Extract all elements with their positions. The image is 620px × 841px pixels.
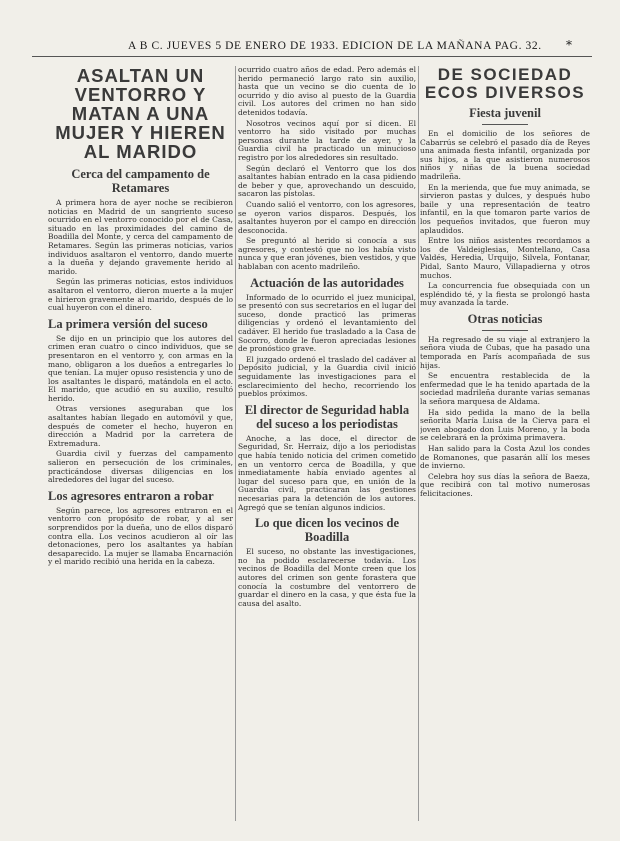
page-header-line: A B C. JUEVES 5 DE ENERO DE 1933. EDICION DE LA MAÑANA PAG. 32.	[128, 40, 542, 52]
article-paragraph: La concurrencia fue obsequiada con un espléndido té, y la fiesta se prolongó hasta muy avanzada la tarde.	[420, 281, 590, 308]
article-paragraph: En la merienda, que fue muy animada, se sirvieron pastas y dulces, y después hubo baile y una representación de teatro infantil, en la que tomaron parte varios de los pequeños invitados, que fueron muy aplaudidos.	[420, 182, 590, 235]
article-paragraph: Informado de lo ocurrido el juez municipal, se presentó con sus secretarios en el lugar del suceso, donde practicó las primeras diligencias y ordenó el levantamiento del cadáver. El herido fue trasladado a la Casa de Socorro, donde le fueron apreciadas lesiones de pronóstico grave.	[238, 292, 416, 354]
article-paragraph: Según parece, los agresores entraron en el ventorro con propósito de robar, y al ser sorprendidos por la dueña, uno de ellos disparó contra ella. Los vecinos acudieron al oír las detonaciones, pero los asaltantes ya habían desaparecido. La mujer se llamaba Encarnación y el marido recibió una herida en la cabeza.	[48, 505, 233, 567]
section-head-director-seguridad: El director de Seguridad habla del suceso a los periodistas	[244, 402, 410, 431]
article-paragraph: Se encuentra restablecida de la enfermedad que le ha tenido apartada de la sociedad madrileña durante varias semanas la señora marquesa de Aldama.	[420, 371, 590, 407]
article-paragraph: Guardia civil y fuerzas del campamento salieron en persecución de los criminales, practicándose diversas diligencias en los alrededores del lugar del suceso.	[48, 449, 233, 485]
column-2	[238, 66, 416, 827]
article-paragraph: Nosotros vecinos aquí por sí dicen. El ventorro ha sido visitado por muchas personas durante la tarde de ayer, y la Guardia civil ha practicado un minucioso registro por los alrededores sin resultado.	[238, 118, 416, 162]
article-paragraph: Cuando salió el ventorro, con los agresores, se oyeron varios disparos. Después, los asaltantes huyeron por el campo en dirección desconocida.	[238, 199, 416, 235]
main-headline: ASALTAN UN VENTORRO Y MATAN A UNA MUJER Y HIEREN AL MARIDO	[55, 66, 226, 162]
article-paragraph: Ha regresado de su viaje al extranjero la señora viuda de Cubas, que ha pasado una temporada en París acompañada de sus hijas.	[420, 334, 590, 370]
article-paragraph: A primera hora de ayer noche se recibieron noticias en Madrid de un sangriento suceso ocurrido en el ventorro conocido por el de Casa, situado en las proximidades del camino de Boadilla del Monte, y cerca del campamento de Retamares. Según las primeras noticias, varios individuos asaltaron el ventorro, dando muerte a la dueña y dejando gravemente herido al marido.	[48, 198, 233, 276]
section-head-autoridades: Actuación de las autoridades	[250, 275, 404, 290]
subhead-otras-noticias: Otras noticias	[467, 311, 543, 326]
article-paragraph: ocurrido cuatro años de edad. Pero además el herido permaneció largo rato sin auxilio, hasta que un vecino se dio cuenta de lo ocurrido y dio aviso al puesto de la Guardia civil. Los autores del crimen no han sido detenidos todavía.	[238, 66, 416, 117]
header-rule	[32, 56, 592, 57]
article-paragraph: El juzgado ordenó el traslado del cadáver al Depósito judicial, y la Guardia civil inició seguidamente las investigaciones para el esclarecimiento del hecho, recorriendo los pueblos próximos.	[238, 354, 416, 399]
section-divider	[482, 330, 528, 331]
article-paragraph: Según las primeras noticias, estos individuos asaltaron el ventorro, dieron muerte a la mujer e hirieron gravemente al marido, después de lo cual huyeron con el dinero.	[48, 277, 233, 313]
column-1	[48, 66, 233, 827]
society-section-title: DE SOCIEDAD ECOS DIVERSOS	[424, 66, 586, 102]
article-paragraph: Ha sido pedida la mano de la bella señorita María Luisa de la Cierva para el joven abogado don Luis Moreno, y la boda se celebrará en la próxima primavera.	[420, 407, 590, 443]
article-paragraph: Celebra hoy sus días la señora de Baeza, que recibirá con tal motivo numerosas felicitaciones.	[420, 471, 590, 498]
header-star: *	[566, 38, 572, 52]
article-paragraph: Según declaró el Ventorro que los dos asaltantes habían entrado en la casa pidiendo de beber y que, aprovechando un descuido, sacaron las pistolas.	[238, 163, 416, 199]
section-head-agresores: Los agresores entraron a robar	[48, 488, 214, 503]
section-head-primera-version: La primera versión del suceso	[48, 316, 208, 331]
article-paragraph: El suceso, no obstante las investigaciones, no ha podido esclarecerse todavía. Los vecinos de Boadilla del Monte creen que los autores del crimen son gente forastera que conocía la costumbre del ventorrero de guardar el dinero en la casa, y que ésta fue la causa del asalto.	[238, 547, 416, 608]
article-paragraph: Entre los niños asistentes recordamos a los de Valdeiglesias, Montellano, Casa Valdés, Heredia, Urquijo, Silvela, Fontanar, Pidal, Santo Mauro, Villapadierna y otros muchos.	[420, 236, 590, 280]
article-paragraph: Se preguntó al herido si conocía a sus agresores, y contestó que no los había visto nunca y que eran jóvenes, bien vestidos, y que hablaban con acento madrileño.	[238, 236, 416, 272]
article-paragraph: En el domicilio de los señores de Cabarrús se celebró el pasado día de Reyes una animada fiesta infantil, organizada por sus hijos, a la que asistieron numerosos niños y niñas de la buena sociedad madrileña.	[420, 129, 590, 181]
section-divider	[482, 124, 528, 125]
subhead-retamares: Cerca del campamento de Retamares	[71, 167, 210, 195]
article-paragraph: Anoche, a las doce, el director de Seguridad, Sr. Herraiz, dijo a los periodistas que había tenido noticia del crimen cometido en un ventorro cerca de Boadilla, y que inmediatamente había enviado agentes al lugar del suceso para que, en unión de la Guardia civil, practicaran las gestiones necesarias para la detención de los autores. Agregó que se tenían algunos indicios.	[238, 433, 416, 512]
article-paragraph: Otras versiones aseguraban que los asaltantes habían llegado en automóvil y que, después de cometer el hecho, huyeron en dirección a Madrid por la carretera de Extremadura.	[48, 404, 233, 448]
column-3	[420, 66, 590, 827]
column-divider-1	[235, 66, 236, 821]
page-header	[0, 0, 620, 52]
article-paragraph: Se dijo en un principio que los autores del crimen eran cuatro o cinco individuos, que se presentaron en el ventorro y, con armas en la mano, obligaron a los dueños a entregarles lo que tenían. La mujer opuso resistencia y uno de los asaltantes le disparó, matándola en el acto. El marido, que acudió en su auxilio, resultó herido.	[48, 333, 233, 403]
column-divider-2	[418, 66, 419, 821]
section-head-vecinos-boadilla: Lo que dicen los vecinos de Boadilla	[254, 516, 400, 545]
subhead-fiesta-juvenil: Fiesta juvenil	[469, 106, 541, 120]
article-paragraph: Han salido para la Costa Azul los condes de Romanones, que pasarán allí los meses de invierno.	[420, 444, 590, 471]
